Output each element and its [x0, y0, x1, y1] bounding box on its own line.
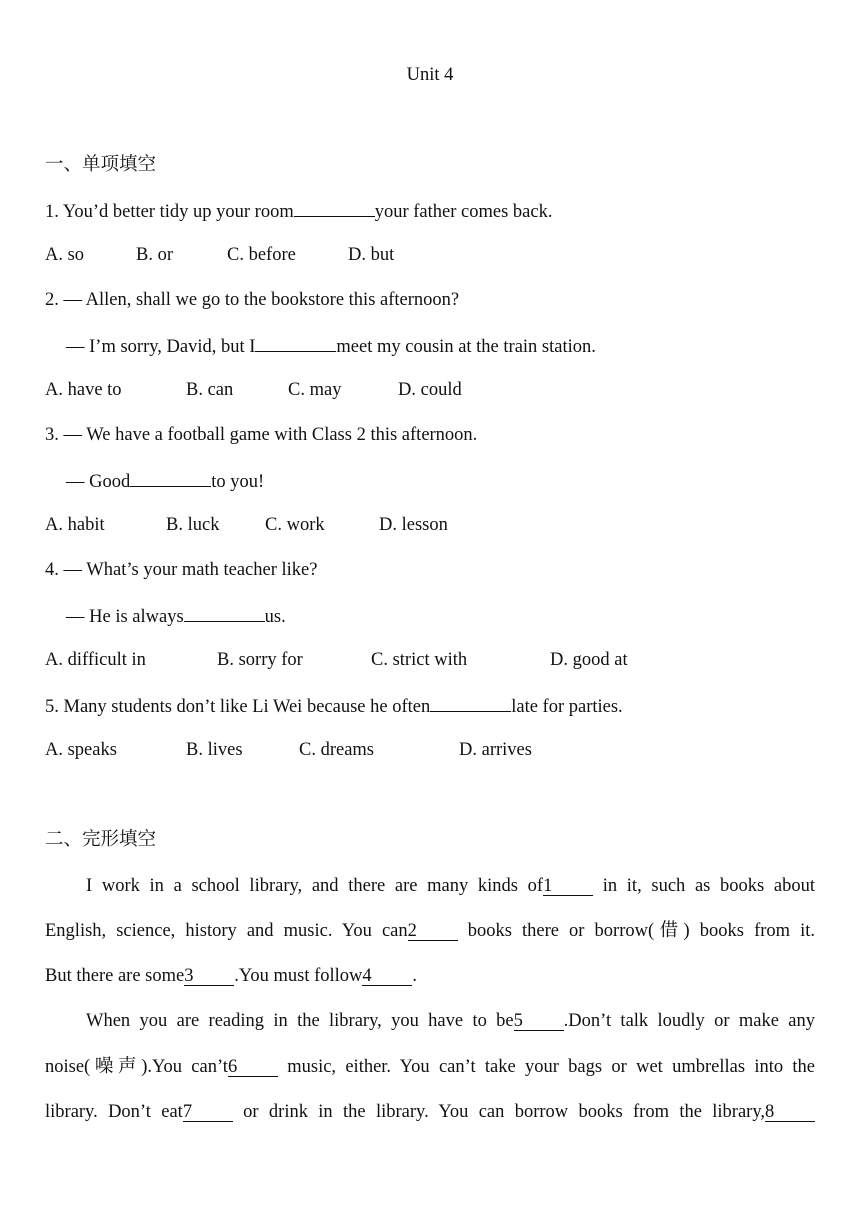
cloze-text: I work in a school library, and there are many kinds of [86, 876, 544, 896]
cloze-blank-5: 5 [514, 1012, 564, 1031]
cloze-text: .You must follow [234, 966, 363, 986]
question-2-reply [66, 333, 596, 359]
option-c: C. dreams [299, 740, 375, 760]
question-3-reply-after: to you! [211, 472, 265, 492]
option-b: B. sorry for [217, 650, 303, 670]
question-2: 2. — Allen, shall we go to the bookstore this afternoon? [45, 290, 460, 310]
question-3: 3. — We have a football game with Class 2 this afternoon. [45, 425, 478, 445]
option-b: B. or [136, 245, 173, 265]
option-c: C. may [288, 380, 342, 400]
option-a: A. speaks [45, 740, 117, 760]
answer-blank [430, 693, 511, 712]
cloze-blank-3: 3 [184, 967, 234, 986]
answer-blank [130, 468, 211, 487]
cloze-blank-7: 7 [183, 1103, 233, 1122]
cloze-paragraph-2-line-3 [45, 1100, 815, 1124]
question-4: 4. — What’s your math teacher like? [45, 560, 318, 580]
question-4-reply-before: — He is always [66, 607, 184, 627]
option-d: D. good at [550, 650, 628, 670]
question-2-reply-after: meet my cousin at the train station. [336, 337, 596, 357]
cloze-text: books there or borrow(借) books from it. [467, 921, 816, 941]
cloze-paragraph-2-line-1 [86, 1009, 815, 1033]
cloze-text: in it, such as books about [602, 876, 816, 896]
cloze-blank-6: 6 [228, 1058, 278, 1077]
question-2-reply-before: — I’m sorry, David, but I [66, 337, 256, 357]
question-5 [45, 693, 623, 719]
cloze-text: . [412, 966, 418, 986]
answer-blank [255, 333, 336, 352]
cloze-text: noise(噪声).You can’t [45, 1057, 228, 1077]
cloze-text: or drink in the library. You can borrow books from the library, [243, 1102, 765, 1122]
cloze-text: English, science, history and music. You can [45, 921, 408, 941]
question-4-reply [66, 603, 286, 629]
cloze-text: When you are reading in the library, you have to be [86, 1011, 514, 1031]
option-b: B. can [186, 380, 234, 400]
option-d: D. lesson [379, 515, 448, 535]
cloze-text: .Don’t talk loudly or make any [563, 1011, 816, 1031]
option-d: D. arrives [459, 740, 532, 760]
option-c: C. before [227, 245, 296, 265]
cloze-text: music, either. You can’t take your bags or wet umbrellas into the [287, 1057, 815, 1077]
option-d: D. could [398, 380, 462, 400]
question-1-text-before: 1. You’d better tidy up your room [45, 202, 294, 222]
option-a: A. habit [45, 515, 105, 535]
cloze-paragraph-1-line-2 [45, 919, 815, 943]
cloze-blank-1: 1 [543, 877, 593, 896]
cloze-blank-8: 8 [765, 1103, 815, 1122]
answer-blank [184, 603, 265, 622]
section-heading-cloze: 二、完形填空 [45, 830, 157, 850]
option-a: A. so [45, 245, 85, 265]
cloze-blank-4: 4 [362, 967, 412, 986]
question-1-text-after: your father comes back. [374, 202, 553, 222]
cloze-blank-2: 2 [408, 922, 458, 941]
option-a: A. have to [45, 380, 122, 400]
question-5-text-after: late for parties. [511, 697, 623, 717]
option-a: A. difficult in [45, 650, 146, 670]
section-heading-multiple-choice: 一、单项填空 [45, 155, 157, 175]
cloze-text: But there are some [45, 966, 185, 986]
option-b: B. luck [166, 515, 220, 535]
page-title: Unit 4 [406, 65, 454, 85]
question-5-text-before: 5. Many students don’t like Li Wei because he often [45, 697, 431, 717]
option-d: D. but [348, 245, 395, 265]
cloze-paragraph-2-line-2 [45, 1055, 815, 1079]
answer-blank [294, 198, 375, 217]
question-3-reply-before: — Good [66, 472, 131, 492]
question-3-reply [66, 468, 264, 494]
option-c: C. work [265, 515, 325, 535]
question-4-reply-after: us. [264, 607, 286, 627]
cloze-text: library. Don’t eat [45, 1102, 183, 1122]
question-1 [45, 198, 552, 224]
option-b: B. lives [186, 740, 243, 760]
cloze-paragraph-1-line-3 [45, 964, 815, 988]
option-c: C. strict with [371, 650, 468, 670]
cloze-paragraph-1-line-1 [86, 874, 815, 898]
